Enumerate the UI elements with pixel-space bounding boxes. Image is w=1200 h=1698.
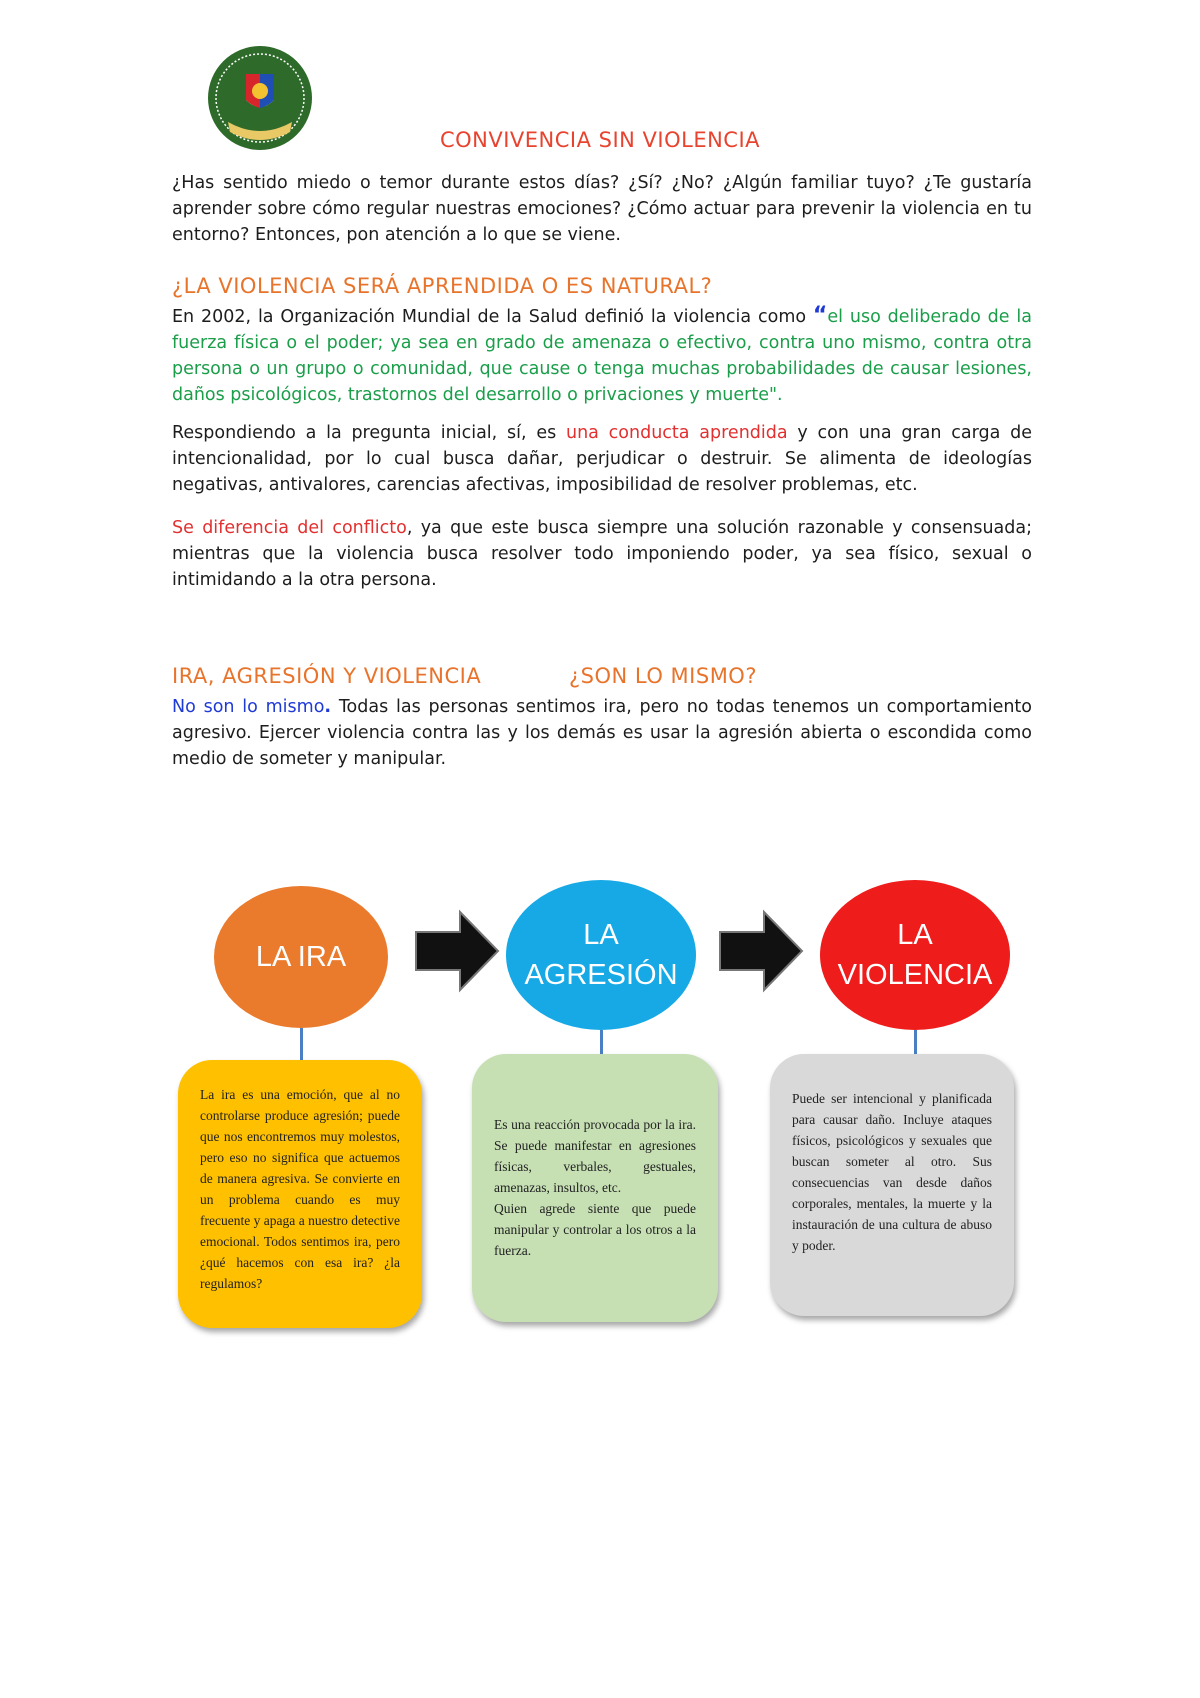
answer-rest: y con una gran carga de intencionalidad, por lo cual busca dañar, perjudicar o destruir. Se alimenta de ideologías negativas, antivalores, carencias afectivas, imposibilidad de resolver problemas, etc.: [172, 423, 1032, 495]
difference-highlight: Se diferencia del conflicto: [172, 518, 407, 538]
stage-box-ira: La ira es una emoción, que al no controlarse produce agresión; puede que nos encontremos muy molestos, pero eso no significa que actuemos de manera agresiva. Se convierte en un problema cuando es muy frecuente y apaga a nuestro detective emocional. Todos sentimos ira, pero ¿qué hacemos con esa ira? ¿la regulamos?: [178, 1060, 422, 1328]
page-title: CONVIVENCIA SIN VIOLENCIA: [439, 128, 761, 152]
arrow-right-icon: [718, 906, 804, 996]
stage-box-agresion: Es una reacción provocada por la ira. Se puede manifestar en agresiones físicas, verbales, gestuales, amenazas, insultos, etc. Quien agrede siente que puede manipular y controlar a los otros a la fuerza.: [472, 1054, 718, 1322]
arrow-right-icon: [414, 906, 500, 996]
learned-behavior-paragraph: [172, 420, 1032, 498]
stage-circle-agresion: LA AGRESIÓN: [506, 880, 696, 1030]
answer-lead: Respondiendo a la pregunta inicial, sí, es: [172, 423, 566, 443]
answer-highlight: una conducta aprendida: [566, 423, 788, 443]
definition-lead: En 2002, la Organización Mundial de la Salud definió la violencia como: [172, 307, 813, 327]
answer-dot: .: [324, 697, 332, 717]
intro-paragraph: ¿Has sentido miedo o temor durante estos días? ¿Sí? ¿No? ¿Algún familiar tuyo? ¿Te gustaría aprender sobre cómo regular nuestras emociones? ¿Cómo actuar para prevenir la violencia en tu entorno? Entonces, pon atención a lo que se viene.: [172, 173, 1032, 245]
answer-highlight-blue: No son lo mismo: [172, 697, 325, 717]
ira-agresion-violencia-diagram: [170, 858, 1050, 1358]
section-heading-question: ¿SON LO MISMO?: [569, 664, 757, 688]
section-heading-ira-agresion: IRA, AGRESIÓN Y VIOLENCIA: [172, 664, 482, 688]
difference-rest: , ya que este busca siempre una solución razonable y consensuada; mientras que la violencia busca resolver todo imponiendo poder, ya sea físico, sexual o intimidando a la otra persona.: [172, 518, 1032, 590]
stage-box-violencia: Puede ser intencional y planificada para causar daño. Incluye ataques físicos, psicológicos y sexuales que buscan someter al otro. Sus consecuencias van desde daños corporales, mentales, la muerte y la instauración de una cultura de abuso y poder.: [770, 1054, 1014, 1316]
who-definition-paragraph: [172, 303, 1032, 408]
stage-circle-violencia: LA VIOLENCIA: [820, 880, 1010, 1030]
definition-quote: el uso deliberado de la fuerza física o el poder; ya sea en grado de amenaza o efectivo, contra uno mismo, contra otra persona o un grupo o comunidad, que cause o tenga muchas probabilidades de causar lesiones, daños psicológicos, trastornos del desarrollo o privaciones y muerte".: [172, 307, 1032, 405]
answer-rest-2: Todas las personas sentimos ira, pero no todas tenemos un comportamiento agresivo. Ejercer violencia contra las y los demás es usar la agresión abierta o escondida como medio de someter y manipular.: [172, 697, 1032, 769]
conflict-difference-paragraph: [172, 515, 1032, 593]
quote-mark: “: [812, 303, 828, 328]
connector-line: [914, 1030, 917, 1056]
not-the-same-paragraph: [172, 694, 1032, 772]
stage-circle-ira: LA IRA: [214, 886, 388, 1028]
section-heading-violence-learned: ¿LA VIOLENCIA SERÁ APRENDIDA O ES NATURAL?: [172, 274, 713, 298]
